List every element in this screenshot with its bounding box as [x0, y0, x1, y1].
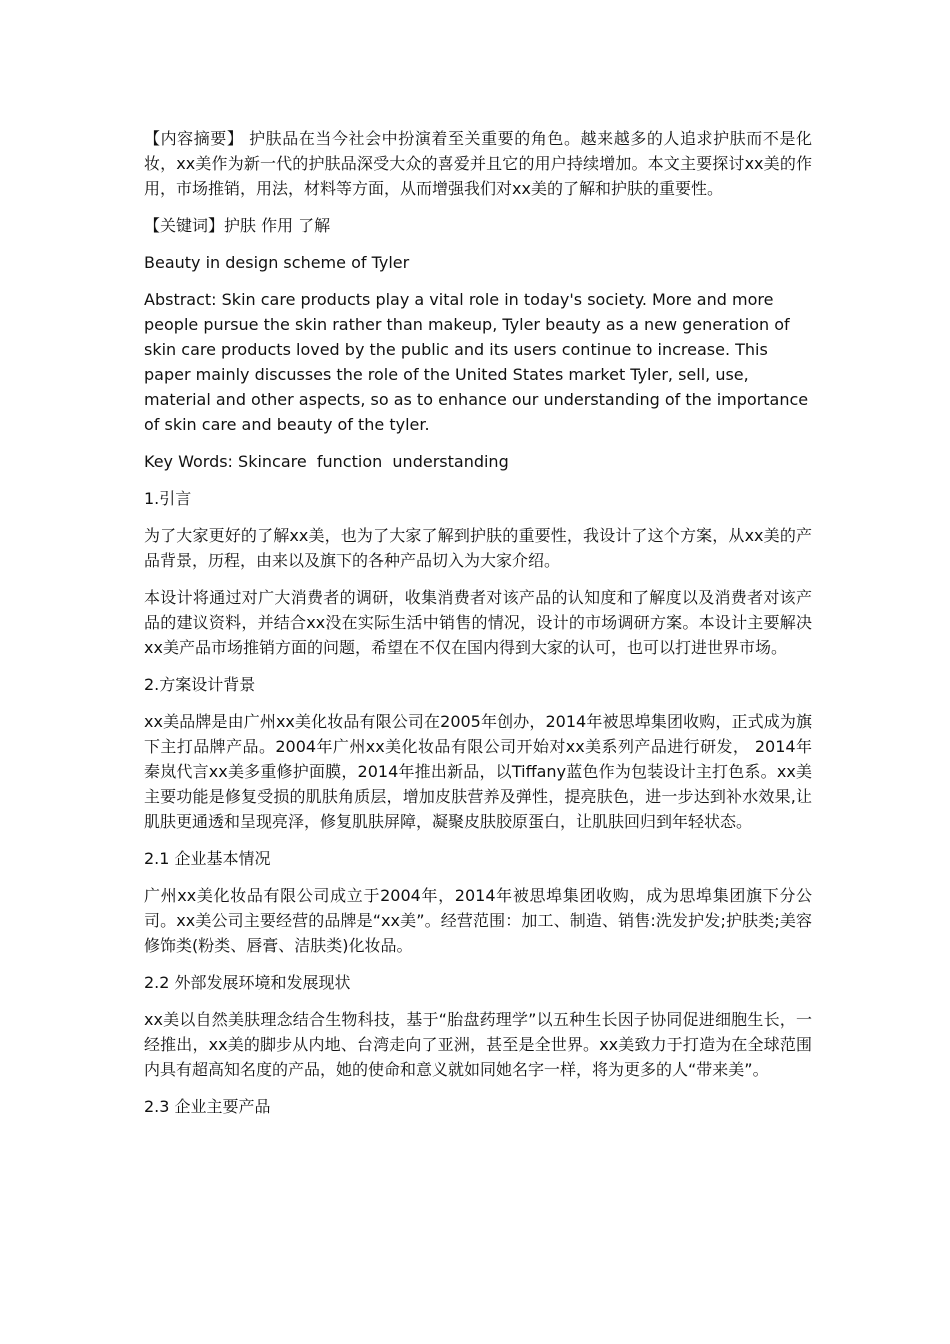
abstract-cn: 【内容摘要】 护肤品在当今社会中扮演着至关重要的角色。越来越多的人追求护肤而不是化妆，xx美作为新一代的护肤品深受大众的喜爱并且它的用户持续增加。本文主要探讨xx美的作用，市场推销，用法，材料等方面，从而增强我们对xx美的了解和护肤的重要性。 — [144, 129, 812, 198]
section-2-3-heading: 2.3 企业主要产品 — [144, 1097, 271, 1116]
section-2-2-heading: 2.2 外部发展环境和发展现状 — [144, 973, 351, 992]
section-2-1-heading: 2.1 企业基本情况 — [144, 849, 271, 868]
section-2-heading: 2.方案设计背景 — [144, 675, 256, 694]
keywords-cn: 【关键词】护肤 作用 了解 — [144, 216, 331, 235]
section-1-paragraph-2: 本设计将通过对广大消费者的调研，收集消费者对该产品的认知度和了解度以及消费者对该产品的建议资料，并结合xx没在实际生活中销售的情况，设计的市场调研方案。本设计主要解决xx美产品市场推销方面的问题，希望在不仅在国内得到大家的认可，也可以打进世界市场。 — [144, 588, 812, 657]
abstract-en: Abstract: Skin care products play a vital role in today's society. More and more people pursue the skin rather than makeup, Tyler beauty as a new generation of skin care products loved by the public and its users continue to increase. This paper mainly discusses the role of the United States market Tyler, sell, use, material and other aspects, so as to enhance our understanding of the importance of skin care and beauty of the tyler. — [144, 290, 809, 434]
section-2-paragraph-1: xx美品牌是由广州xx美化妆品有限公司在2005年创办，2014年被思埠集团收购，正式成为旗下主打品牌产品。2004年广州xx美化妆品有限公司开始对xx美系列产品进行研发， 2014年秦岚代言xx美多重修护面膜，2014年推出新品，以Tiffany蓝色作为包装设计主打色系。xx美主要功能是修复受损的肌肤角质层，增加皮肤营养及弹性，提亮肤色，进一步达到补水效果,让肌肤更通透和呈现亮泽，修复肌肤屏障，凝聚皮肤胶原蛋白，让肌肤回归到年轻状态。 — [144, 712, 812, 831]
section-1-paragraph-1: 为了大家更好的了解xx美，也为了大家了解到护肤的重要性，我设计了这个方案，从xx美的产品背景，历程，由来以及旗下的各种产品切入为大家介绍。 — [144, 526, 812, 570]
section-1-heading: 1.引言 — [144, 489, 192, 508]
section-2-2-paragraph-1: xx美以自然美肤理念结合生物科技，基于“胎盘药理学”以五种生长因子协同促进细胞生长，一经推出，xx美的脚步从内地、台湾走向了亚洲，甚至是全世界。xx美致力于打造为在全球范围内具有超高知名度的产品，她的使命和意义就如同她名字一样，将为更多的人“带来美”。 — [144, 1010, 812, 1079]
document-page — [144, 126, 812, 1131]
keywords-en: Key Words: Skincare function understanding — [144, 452, 509, 471]
section-2-1-paragraph-1: 广州xx美化妆品有限公司成立于2004年，2014年被思埠集团收购，成为思埠集团旗下分公司。xx美公司主要经营的品牌是“xx美”。经营范围：加工、制造、销售:洗发护发;护肤类;美容修饰类(粉类、唇膏、洁肤类)化妆品。 — [144, 886, 812, 955]
title-en: Beauty in design scheme of Tyler — [144, 253, 410, 272]
